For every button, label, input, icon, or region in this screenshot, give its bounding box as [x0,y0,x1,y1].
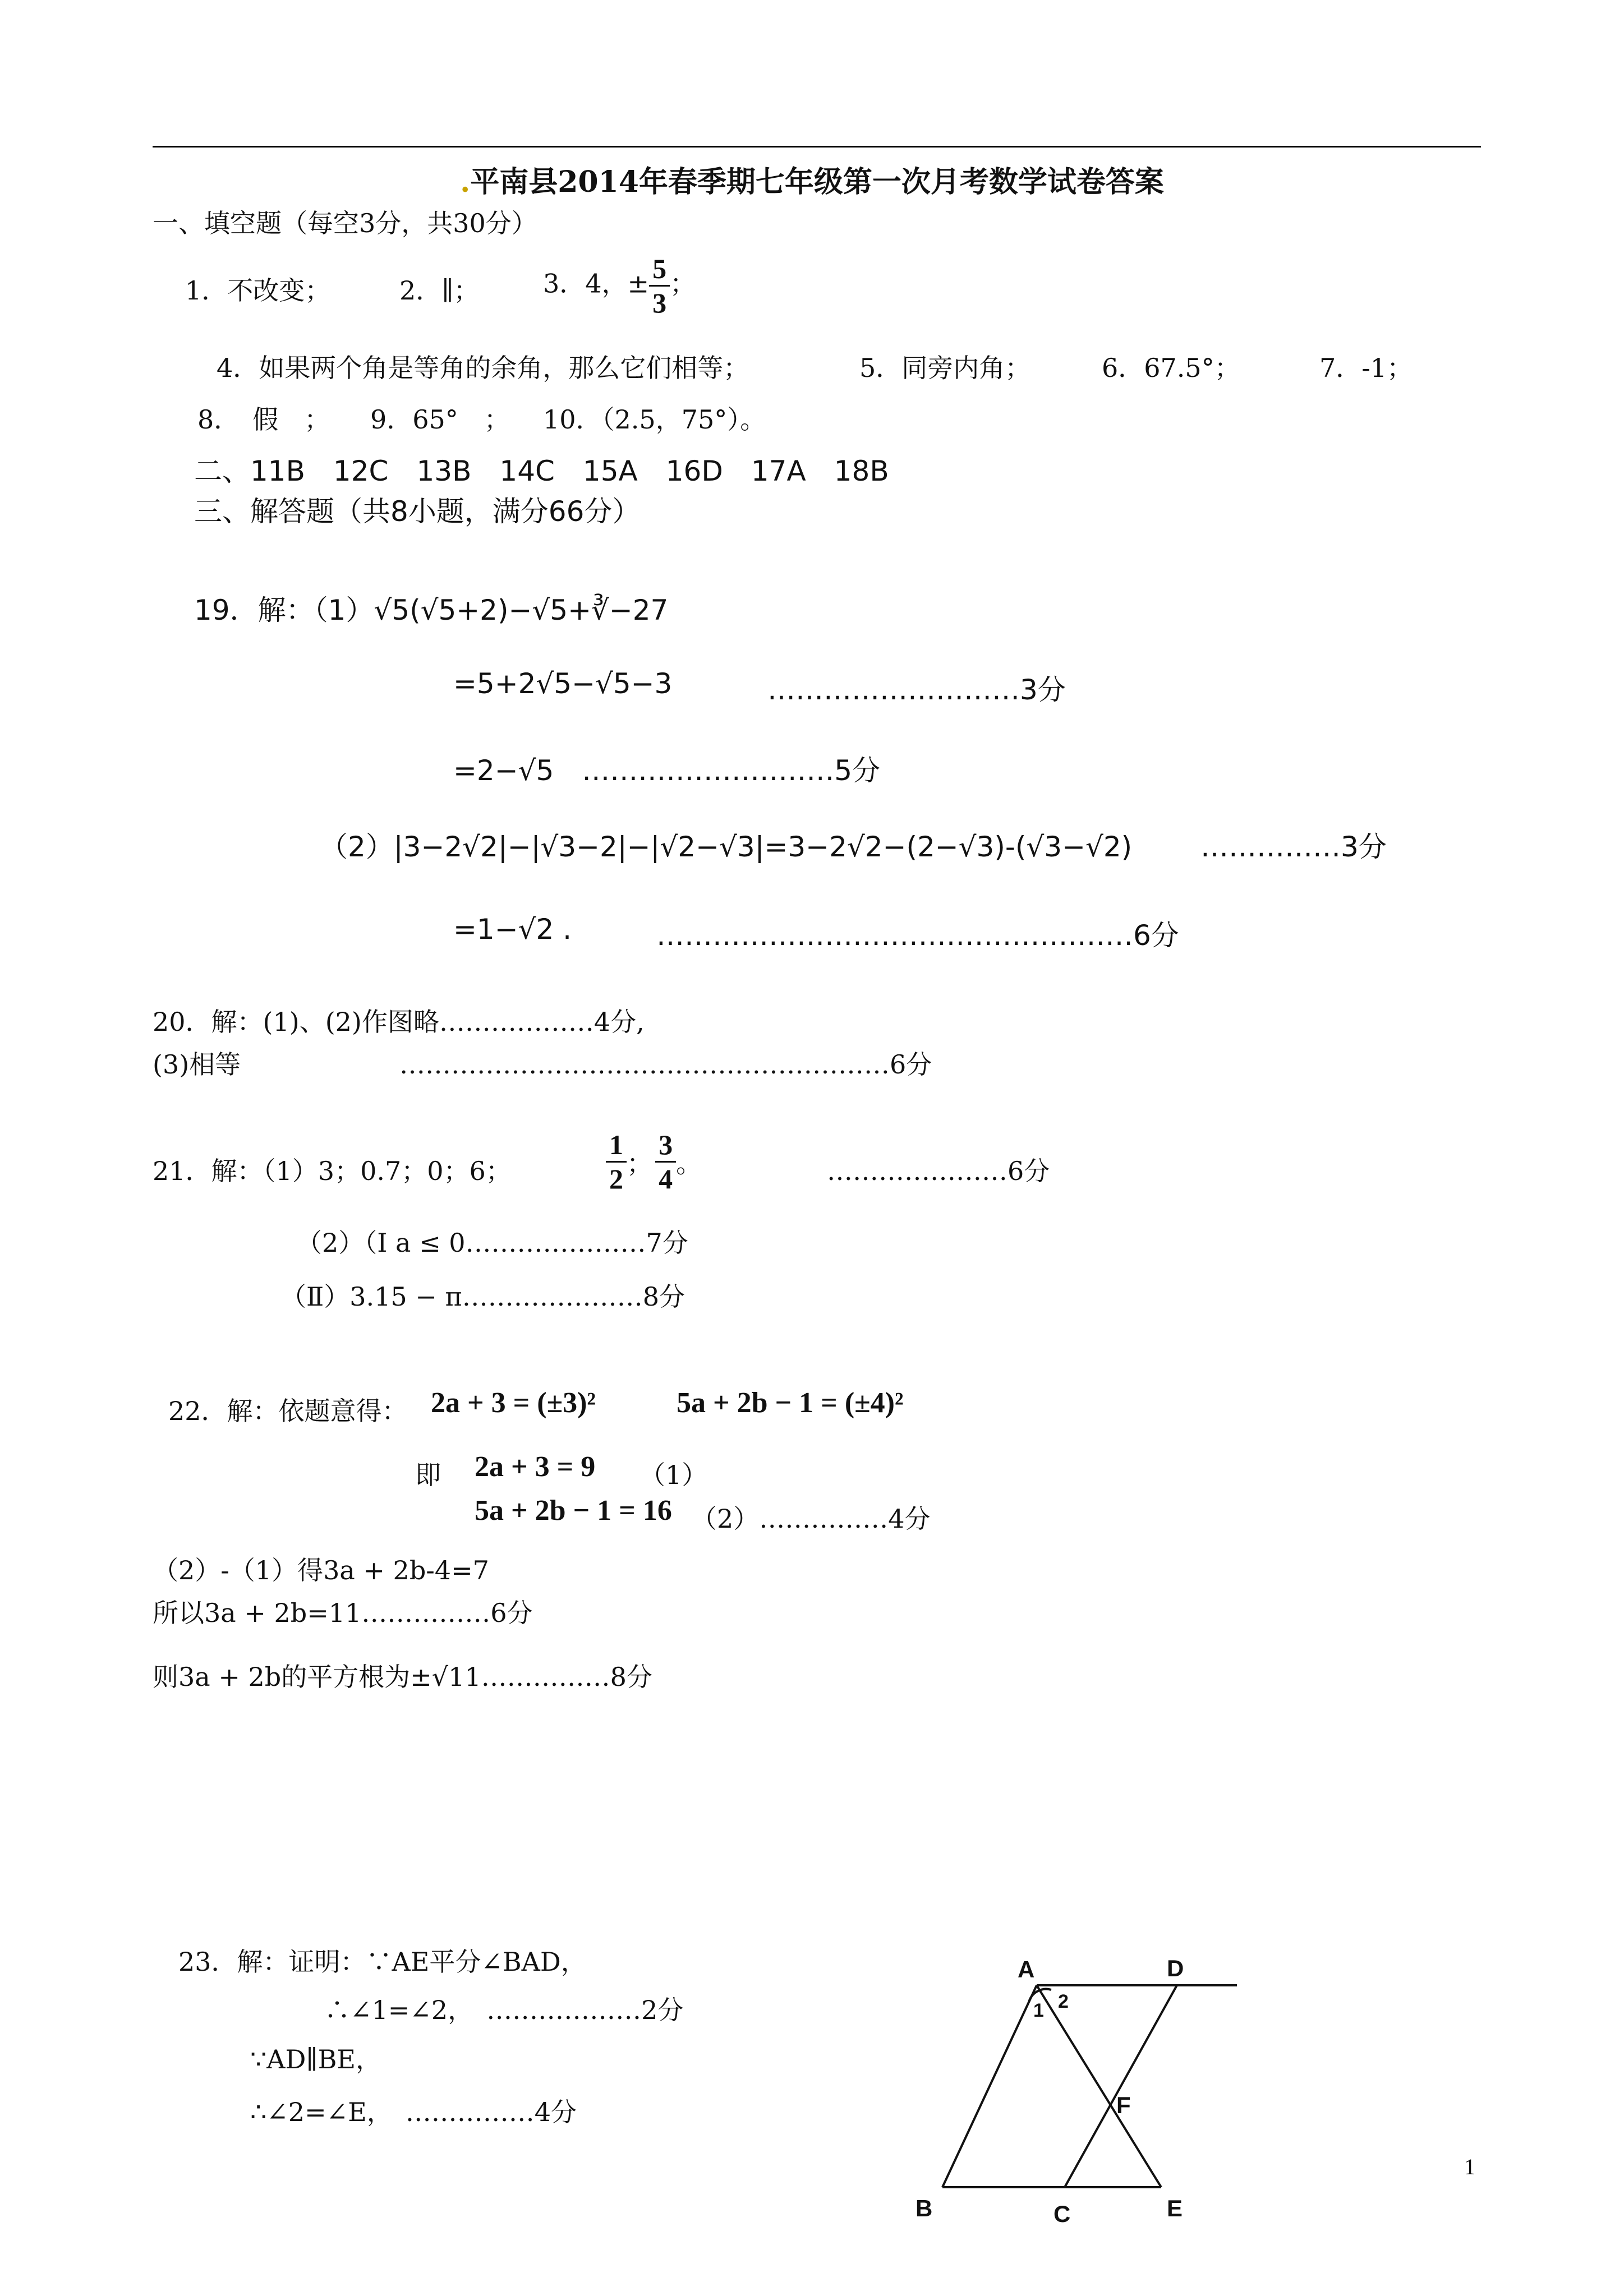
q22-line-1: 22．解：依题意得： [168,1396,408,1426]
label-A: A [1018,1956,1035,1983]
section-2-answers: 二、11B 12C 13B 14C 15A 16D 17A 18B [194,455,889,487]
fraction-3-4 [655,1128,676,1195]
q23-line-2: ∴∠1=∠2， ………………2分 [324,1995,684,2025]
answer-3-tail: ； [670,268,696,299]
q22-line-5: （2）-（1）得3a + 2b-4=7 [153,1555,489,1585]
fraction-numerator: 3 [655,1128,676,1163]
answer-4: 4．如果两个角是等角的余角，那么它们相等； [217,353,749,383]
q21-score-1: …………………6分 [827,1156,1050,1186]
fraction-denominator: 3 [652,287,667,319]
q21-line-1: 21．解：（1）3；0.7；0；6； [153,1156,512,1186]
q21-tail: 。 [676,1148,702,1179]
section-1-heading: 一、填空题（每空3分，共30分） [153,208,537,238]
q22-equation-4-tag: （2）……………4分 [691,1504,931,1534]
answer-8: 8． 假 ； [197,404,330,435]
fraction-denominator: 2 [609,1163,623,1195]
fraction-separator: ； [627,1148,652,1179]
answer-5: 5．同旁内角； [859,353,1031,383]
fraction-denominator: 4 [659,1163,673,1195]
q22-equation-1: 2a + 3 = (±3)² [431,1387,596,1419]
title-dot: . [460,165,471,199]
q22-equation-3: 2a + 3 = 9 [475,1451,596,1483]
q20-line-2-score: …………………………………………………6分 [399,1049,932,1080]
q21-line-2: （2）（Ⅰ a ≤ 0…………………7分 [296,1228,688,1258]
q22-line-6: 所以3a + 2b=11……………6分 [153,1598,533,1628]
section-3-heading: 三、解答题（共8小题，满分66分） [194,495,641,528]
answer-3 [543,252,696,319]
answer-6: 6．67.5°； [1102,353,1240,383]
geometry-figure [886,1952,1257,2243]
label-C: C [1053,2201,1071,2227]
q19-line-4: （2）|3−2√2|−|√3−2|−|√2−√3|=3−2√2−(2−√3)-(√3−√2) [320,831,1133,863]
label-E: E [1167,2195,1183,2221]
q22-equation-4: 5a + 2b − 1 = 16 [475,1495,672,1527]
q19-line-5: =1−√2 . [453,913,572,946]
answer-7: 7．-1； [1319,353,1413,383]
q23-line-1: 23．解：证明：∵AE平分∠BAD， [178,1947,587,1977]
q22-equation-2: 5a + 2b − 1 = (±4)² [677,1387,904,1419]
segment-AB [942,1985,1037,2187]
q20-line-2: (3)相等 [153,1049,241,1080]
label-F: F [1116,2092,1131,2118]
label-angle-2: 2 [1058,1991,1069,2012]
q19-line-1: 19．解：（1）√5(√5+2)−√5+∛−27 [194,594,669,626]
q19-line-5-score: ……………………………………………6分 [656,919,1179,952]
answer-3-text: 3．4，± [543,268,650,299]
fraction-numerator: 5 [649,252,670,287]
q19-line-2-score: ………………………3分 [767,674,1066,706]
q21-fractions [606,1128,702,1195]
segment-DC [1065,1985,1177,2187]
answer-1: 1．不改变； [185,275,331,306]
q19-line-4-score: ……………3分 [1200,831,1387,863]
label-D: D [1167,1955,1184,1981]
page-number: 1 [1464,2154,1475,2179]
q22-ji: 即 [415,1460,441,1490]
answer-2: 2．∥； [399,275,480,306]
q23-line-3: ∵AD∥BE， [250,2044,381,2074]
answer-10: 10．（2.5，75°）。 [543,404,766,435]
q23-line-4: ∴∠2=∠E， ……………4分 [250,2097,577,2127]
q20-line-1: 20．解：(1)、(2)作图略………………4分, [153,1007,645,1037]
q22-equation-3-tag: （1） [640,1460,708,1490]
q19-line-3: =2−√5 ………………………5分 [453,754,881,787]
segment-AE [1037,1985,1161,2187]
fraction-5-3 [649,252,670,319]
fraction-numerator: 1 [606,1128,627,1163]
answer-9: 9．65° ； [370,404,510,435]
page-title [0,158,1624,200]
fraction-1-2 [606,1128,627,1195]
title-text: 平南县2014年春季期七年级第一次月考数学试卷答案 [470,165,1164,199]
label-angle-1: 1 [1033,2000,1044,2021]
q21-line-3: （Ⅱ）3.15 − π…………………8分 [280,1281,685,1312]
q22-line-7: 则3a + 2b的平方根为±√11……………8分 [153,1662,652,1692]
q19-line-2: =5+2√5−√5−3 [453,667,673,700]
label-B: B [915,2195,933,2221]
header-rule [153,146,1481,147]
